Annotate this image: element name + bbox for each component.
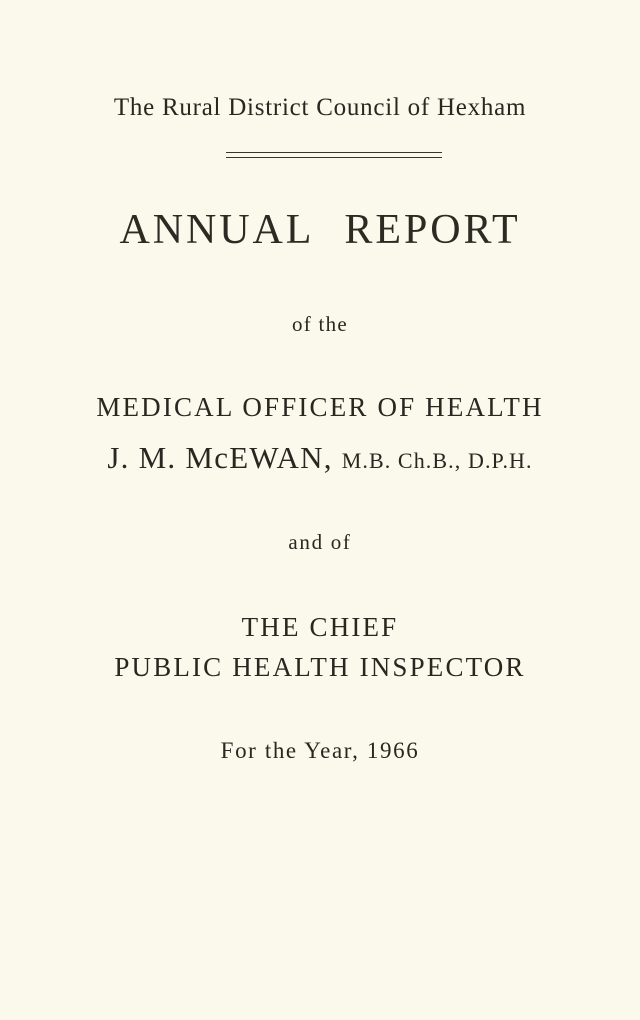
inspector-title-line-2: PUBLIC HEALTH INSPECTOR bbox=[114, 652, 526, 682]
report-title-report: REPORT bbox=[344, 207, 521, 253]
officer-title: MEDICAL OFFICER OF HEALTH bbox=[96, 392, 544, 422]
and-of-text: and of bbox=[288, 530, 352, 554]
officer-qualifications: M.B. Ch.B., D.P.H. bbox=[341, 448, 533, 473]
inspector-title-line-1: THE CHIEF bbox=[241, 612, 399, 642]
report-title-annual: ANNUAL bbox=[119, 207, 315, 253]
council-heading: The Rural District Council of Hexham bbox=[113, 94, 527, 121]
of-the-text: of the bbox=[292, 312, 348, 336]
report-year: For the Year, 1966 bbox=[220, 738, 420, 763]
report-title bbox=[0, 206, 640, 254]
double-rule-divider bbox=[226, 152, 442, 158]
officer-name-line bbox=[0, 440, 640, 476]
officer-name: J. M. McEWAN, bbox=[107, 440, 333, 475]
